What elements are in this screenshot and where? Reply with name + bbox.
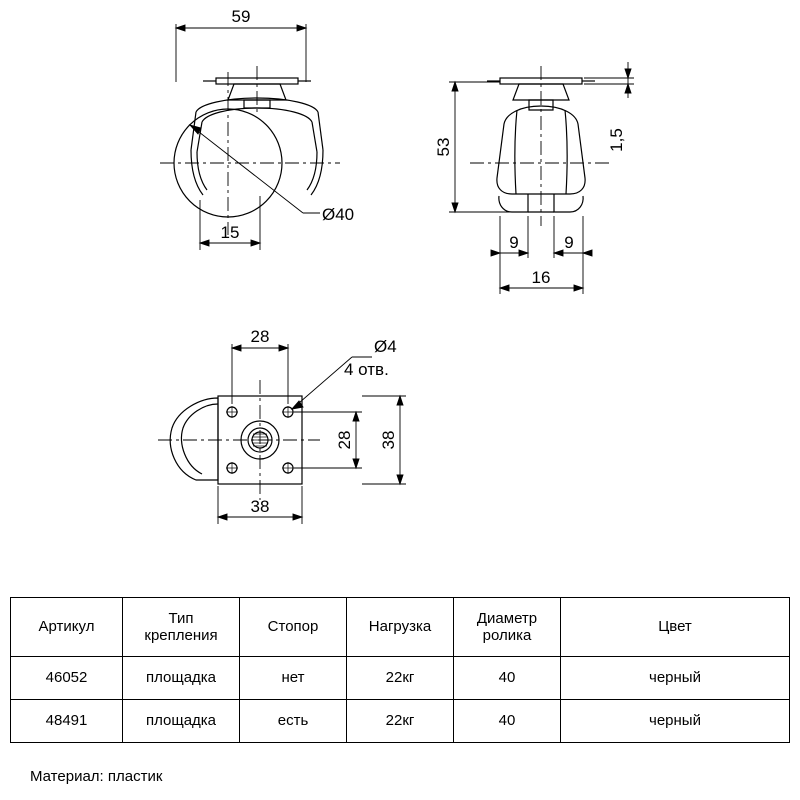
header-mount-type-line2: крепления [144,627,218,644]
header-stopper: Стопор [240,598,347,657]
dim-side-width-16: 16 [531,268,551,287]
cell-load: 22кг [347,657,454,700]
dim-top-hole-diameter-4: Ø4 [374,337,397,356]
dim-side-gap-right-9: 9 [564,233,574,252]
dim-top-hole-spacing-28-h: 28 [250,327,270,346]
cell-article: 48491 [11,700,123,743]
table-row [11,700,790,743]
note-hole-count-4: 4 отв. [344,360,389,379]
header-mount-type-line1: Тип [168,609,194,627]
cell-roller-diameter: 40 [454,700,561,743]
table-row [11,657,790,700]
side-view-dimensions [449,62,634,294]
header-roller-diameter [454,598,561,657]
dim-top-plate-38-v: 38 [379,430,398,450]
table-header-row [11,598,790,657]
header-roller-diameter-line1: Диаметр [476,609,538,627]
cell-roller-diameter: 40 [454,657,561,700]
dim-side-height-53: 53 [434,137,453,157]
dim-top-plate-38-h: 38 [250,497,270,516]
header-load: Нагрузка [347,598,454,657]
cell-stopper: нет [240,657,347,700]
header-mount-type [123,598,240,657]
dim-front-offset-15: 15 [220,223,240,242]
cell-load: 22кг [347,700,454,743]
front-view-dimensions [176,24,320,250]
header-color: Цвет [561,598,790,657]
top-view-centerlines [158,380,320,500]
dim-top-hole-spacing-28-v: 28 [335,430,354,450]
material-note: Материал: пластик [30,768,163,785]
header-roller-diameter-line2: ролика [482,627,532,644]
cell-stopper: есть [240,700,347,743]
specification-table [10,597,790,743]
header-article: Артикул [11,598,123,657]
dim-side-gap-left-9: 9 [509,233,519,252]
dim-front-width-59: 59 [231,7,251,26]
dim-wheel-diameter-40: Ø40 [322,205,355,224]
front-view-centerlines [160,66,340,235]
side-view-centerlines [470,66,612,226]
cell-color: черный [561,700,790,743]
cell-article: 46052 [11,657,123,700]
front-view-geometry [174,78,323,217]
cell-mount-type: площадка [123,700,240,743]
cell-mount-type: площадка [123,657,240,700]
dim-plate-thickness-1-5: 1,5 [607,128,626,152]
cell-color: черный [561,657,790,700]
